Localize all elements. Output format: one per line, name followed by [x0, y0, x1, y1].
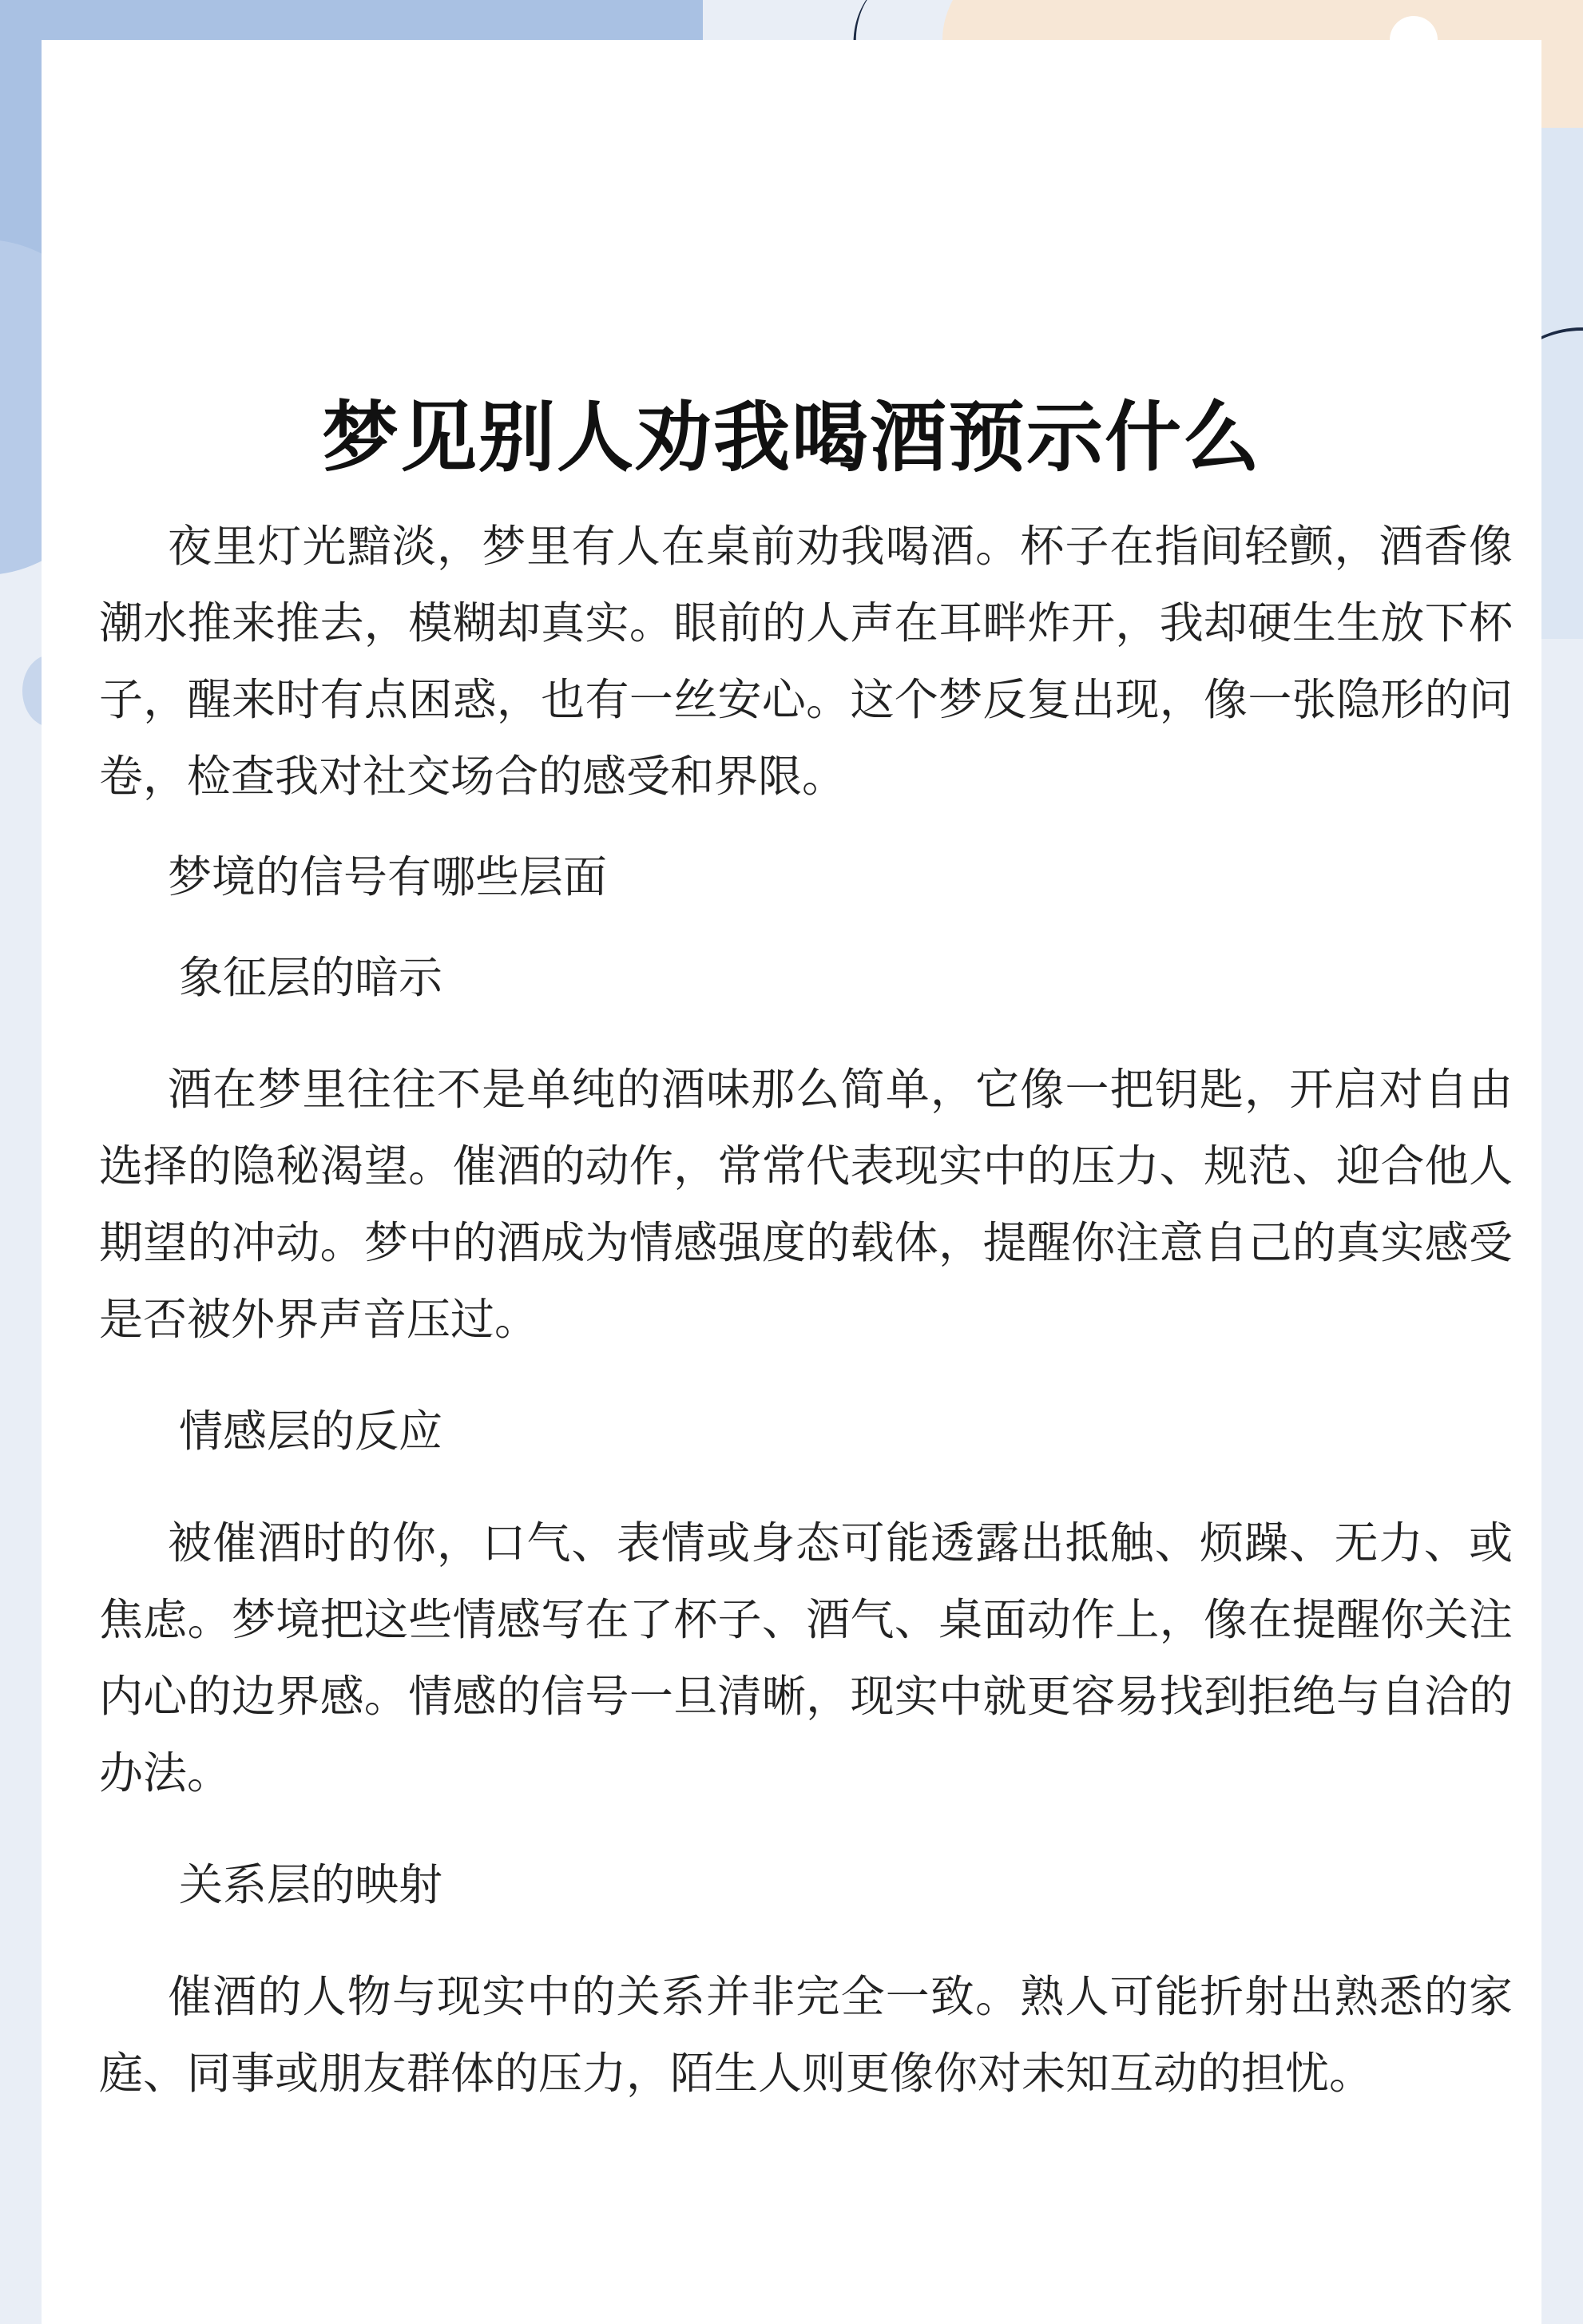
- intro-paragraph: 夜里灯光黯淡，梦里有人在桌前劝我喝酒。杯子在指间轻颤，酒香像潮水推来推去，模糊却真实。眼前的人声在耳畔炸开，我却硬生生放下杯子，醒来时有点困惑，也有一丝安心。这个梦反复出现，像一张隐形的问卷，检查我对社交场合的感受和界限。: [99, 521, 1513, 802]
- paragraph-symbolic: 酒在梦里往往不是单纯的酒味那么简单，它像一把钥匙，开启对自由选择的隐秘渴望。催酒的动作，常常代表现实中的压力、规范、迎合他人期望的冲动。梦中的酒成为情感强度的载体，提醒你注意自己的真实感受是否被外界声音压过。: [99, 1064, 1513, 1345]
- subheading-symbolic: 象征层的暗示: [179, 952, 443, 1003]
- subheading-emotional: 情感层的反应: [179, 1406, 443, 1457]
- document-paper: [42, 40, 1541, 2324]
- subheading-relationship: 关系层的映射: [179, 1859, 443, 1910]
- page-title: 梦见别人劝我喝酒预示什么: [322, 392, 1261, 482]
- article-body: [99, 508, 1513, 2112]
- paragraph-emotional: 被催酒时的你，口气、表情或身态可能透露出抵触、烦躁、无力、或焦虑。梦境把这些情感写在了杯子、酒气、桌面动作上，像在提醒你关注内心的边界感。情感的信号一旦清晰，现实中就更容易找到拒绝与自洽的办法。: [99, 1517, 1513, 1799]
- paragraph-relationship: 催酒的人物与现实中的关系并非完全一致。熟人可能折射出熟悉的家庭、同事或朋友群体的压力，陌生人则更像你对未知互动的担忧。: [99, 1971, 1513, 2099]
- section-heading: 梦境的信号有哪些层面: [168, 851, 608, 902]
